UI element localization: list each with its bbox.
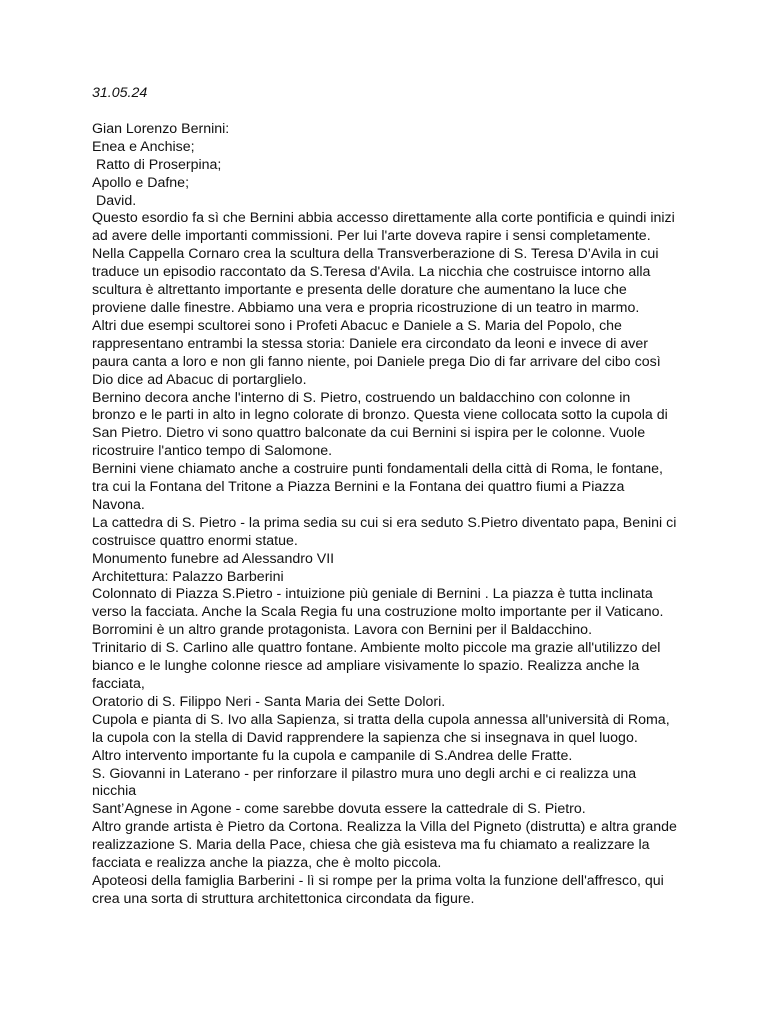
document-body [92, 85, 681, 909]
line-monumento: Monumento funebre ad Alessandro VII [92, 550, 335, 567]
paragraph-profeti: Altri due esempi scultorei sono i Profeti Abacuc e Daniele a S. Maria del Popolo, che rappresentano entrambi la stessa storia: Daniele era circondato da leoni e invece di aver paura canta a loro e non gli fanno niente, poi Daniele prega Dio di far arrivare del cibo così Dio dice ad Abacuc di portarglielo. [92, 317, 665, 388]
line-work-enea: Enea e Anchise; [92, 138, 195, 155]
paragraph-cortona: Altro grande artista è Pietro da Cortona. Realizza la Villa del Pigneto (distrutta) e altra grande realizzazione S. Maria della Pace, chiesa che già esisteva ma fu chiamato a realizzare la facciata e realizza anche la piazza, che è molto piccola. [92, 819, 681, 872]
line-sant-agnese: Sant’Agnese in Agone - come sarebbe dovuta essere la cattedrale di S. Pietro. [92, 801, 586, 818]
line-oratorio: Oratorio di S. Filippo Neri - Santa Maria dei Sette Dolori. [92, 693, 446, 710]
paragraph-esordio: Questo esordio fa sì che Bernini abbia accesso direttamente alla corte pontificia e quindi inizi ad avere delle importanti commissioni. Per lui l'arte doveva rapire i sensi completamente. Nella Cappella Cornaro crea la scultura della Transverberazione di S. Teresa D’Avila in cui traduce un episodio raccontato da S.Teresa d'Avila. La nicchia che costruisce intorno alla scultura è altrettanto importante e presenta delle dorature che aumentano la luce che proviene dalle finestre. Abbiamo una vera e propria ricostruzione di un teatro in marmo. [92, 210, 679, 316]
paragraph-laterano: S. Giovanni in Laterano - per rinforzare il pilastro mura uno degli archi e ci realizza una nicchia [92, 765, 641, 800]
paragraph-borromini: Borromini è un altro grande protagonista. Lavora con Bernini per il Baldacchino. [92, 622, 593, 639]
line-work-ratto: Ratto di Proserpina; [92, 156, 222, 173]
line-work-apollo: Apollo e Dafne; [92, 174, 190, 191]
line-work-david: David. [92, 192, 137, 209]
paragraph-apoteosi: Apoteosi della famiglia Barberini - lì si rompe per la prima volta la funzione dell'affresco, qui crea una sorta di struttura architettonica circondata da figure. [92, 872, 668, 907]
paragraph-colonnato: Colonnato di Piazza S.Pietro - intuizione più geniale di Bernini . La piazza è tutta inclinata verso la facciata. Anche la Scala Regia fu una costruzione molto importante per il Vaticano. [92, 586, 664, 621]
paragraph-trinitario: Trinitario di S. Carlino alle quattro fontane. Ambiente molto piccole ma grazie all'utilizzo del bianco e le lunghe colonne riesce ad ampliare visivamente lo spazio. Realizza anche la facciata, [92, 640, 665, 692]
paragraph-fontane: Bernini viene chiamato anche a costruire punti fondamentali della città di Roma, le fontane, tra cui la Fontana del Tritone a Piazza Bernini e la Fontana dei quattro fiumi a Piazza Navona. [92, 461, 667, 513]
paragraph-cattedra: La cattedra di S. Pietro - la prima sedia su cui si era seduto S.Pietro diventato papa, Benini ci costruisce quattro enormi statue. [92, 514, 681, 549]
paragraph-sant-ivo: Cupola e pianta di S. Ivo alla Sapienza, si tratta della cupola annessa all'università di Roma, la cupola con la stella di David rapprendere la sapienza che si insegnava in quel luogo. [92, 711, 674, 746]
paragraph-baldacchino: Bernino decora anche l'interno di S. Pietro, costruendo un baldacchino con colonne in bronzo e le parti in alto in legno colorate di bronzo. Questa viene collocata sotto la cupola di San Pietro. Dietro vi sono quattro balconate da cui Bernini si ispira per le colonne. Vuole ricostruire l'antico tempo di Salomone. [92, 389, 672, 460]
line-author-heading: Gian Lorenzo Bernini: [92, 120, 230, 137]
document-date: 31.05.24 [92, 85, 148, 101]
line-sant-andrea: Altro intervento importante fu la cupola e campanile di S.Andrea delle Fratte. [92, 747, 573, 764]
line-architettura: Architettura: Palazzo Barberini [92, 568, 284, 585]
